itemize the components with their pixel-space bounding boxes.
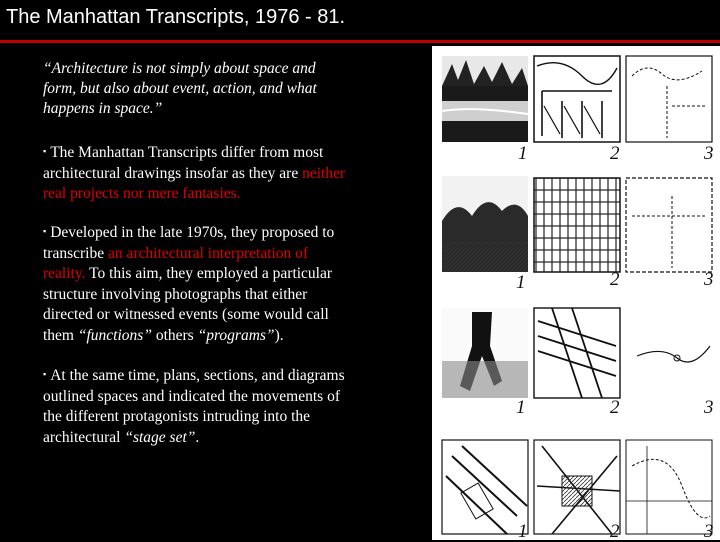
row2-photo [442,176,528,272]
bullet2-line1: Developed in the late 1970s, they proposed to [50,224,335,241]
bullet1-line3: real projects nor mere fantasies. [43,185,241,202]
manhattan-transcripts-figure [432,46,720,540]
title-divider [0,40,720,43]
bullet-point-1 [43,141,383,205]
bullet-marker: ▪ [43,226,47,236]
row1-label-2: 2 [610,143,620,164]
row3-label-3: 3 [704,397,714,418]
bullet2-highlight: an architectural interpretation of [107,244,309,262]
bullet2-line5: directed or witnessed events (some would call [43,306,329,323]
bullet3-line1: At the same time, plans, sections, and diagrams [50,367,345,384]
row4-plan-b [534,440,620,534]
bullet-point-3 [43,364,383,448]
programs-term: “programs” [197,326,275,344]
row2-plan [534,178,620,272]
bullet3-line3: the different protagonists intruding into the [43,408,311,425]
bullet-marker: ▪ [43,369,47,379]
row4-label-2: 2 [610,521,620,542]
row4-label-1: 1 [518,521,528,542]
row4-diagram [626,440,712,534]
slide-title: The Manhattan Transcripts, 1976 - 81. [6,6,346,28]
bullet2-line3: To this aim, they employed a particular [85,265,333,282]
row3-diagram [626,308,712,398]
row4-plan-a [442,440,528,534]
bullet-marker: ▪ [43,146,47,156]
quote-line-1: “Architecture is not simply about space and [43,60,316,77]
row1-diagram [626,56,712,142]
bullet2-line6-mid: others [151,326,198,344]
quote-line-3: happens in space.” [43,100,163,117]
bullet2-line2: transcribe [43,244,108,262]
row3-plan [534,308,620,398]
functions-term: “functions” [77,326,152,344]
row4-label-3: 3 [704,521,714,542]
bullet3-line2: outlined spaces and indicated the movements of [43,387,340,405]
bullet3-line4-end: . [195,428,200,446]
bullet2-line6-end: ). [274,326,284,344]
tschumi-quote [43,59,363,119]
transcripts-drawing [432,46,720,540]
row1-label-3: 3 [704,143,714,164]
row1-photo [442,56,528,142]
bullet1-line2: architectural drawings insofar as they are [43,164,303,182]
bullet2-highlight-end: reality. [43,265,86,282]
bullet3-line4: architectural [43,428,125,446]
stage-set-term: “stage set” [124,428,196,446]
row1-plan [534,56,620,142]
quote-line-2: form, but also about event, action, and what [43,80,317,97]
row3-label-1: 1 [516,397,526,418]
row2-label-1: 1 [516,272,526,293]
bullet1-highlight: neither [302,164,346,182]
row2-label-2: 2 [610,269,620,290]
row1-label-1: 1 [518,143,528,164]
bullet2-line4: structure involving photographs that either [43,285,308,303]
row2-diagram [626,178,712,272]
bullet-point-2 [43,221,383,346]
row3-photo [442,308,528,398]
row2-label-3: 3 [704,269,714,290]
bullet1-line1: The Manhattan Transcripts differ from most [50,144,324,161]
row3-label-2: 2 [610,397,620,418]
bullet2-line6: them [43,326,78,344]
